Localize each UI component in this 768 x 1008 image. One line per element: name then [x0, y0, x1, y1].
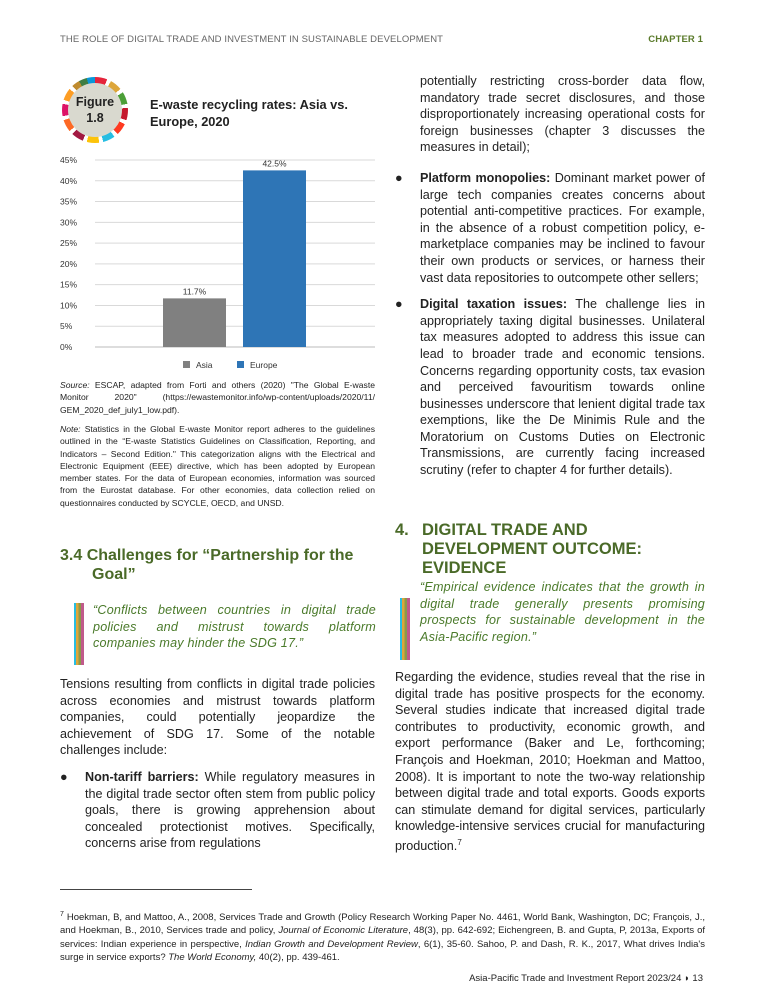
- bullet-title: Platform monopolies:: [420, 170, 551, 185]
- bar-asia: [163, 298, 226, 347]
- y-tick-label: 5%: [60, 321, 73, 332]
- footnote-text: Hoekman, B, and Mattoo, A., 2008, Services Trade and Growth (Policy Research Working Paper No. 4461, World Bank, Washington, DC; François, J., and Hoekman, B., 2010, Services trade and policy,: [60, 912, 705, 937]
- y-tick-label: 20%: [60, 258, 78, 269]
- y-tick-label: 30%: [60, 217, 78, 228]
- footnote-ref[interactable]: 7: [457, 837, 462, 847]
- section-heading-3-4: 3.4 Challenges for “Partnership for the Goal”: [60, 547, 354, 583]
- note-text: Statistics in the Global E-waste Monitor report adheres to the guidelines outlined in the “E-waste Statistics Guidelines on Classification, Reporting, and Indicators – Second Edition." This categorization aligns with the Electrical and Electronic Equipment (EEE) directive, which has been adopted by European member states. For the data of European economies, information was sourced from the Eurostat database. For other economies, data collection relied on questionnaires conducted by SCYCLE, OECD, and UNSD.: [60, 424, 375, 508]
- bullet-platform-monopolies: [395, 170, 705, 286]
- bar-europe: [243, 170, 306, 347]
- note-label: Note:: [60, 424, 81, 434]
- bullet-text: Dominant market power of large tech companies creates concerns about potential anti-competitive practices. For example, in the absence of a robust competition policy, e-marketplace companies may be inclined to favour their own products or services, or harness their vast data repositories to outcompete other sellers;: [420, 170, 706, 285]
- figure-number: 1.8: [86, 111, 104, 125]
- journal-title: Indian Growth and Development Review: [245, 938, 418, 950]
- legend-label: Europe: [250, 360, 278, 370]
- report-name: Asia-Pacific Trade and Investment Report 2023/24: [469, 973, 682, 984]
- figure-badge-sdg-wheel-icon: [62, 77, 128, 143]
- paragraph: Regarding the evidence, studies reveal that the rise in digital trade has positive prospects for the economy. Several studies indicate that increased digital trade contributes to productivity, economic growth, and export performance (Baker and Le, forthcoming; François and Hoekman, 2010; Hoekman and Mattoo, 2008). It is important to note the two-way relationship between digital trade and total exports. Goods exports can stimulate demand for digital services, particularly knowledge-intensive services crucial for manufacturing production.: [395, 670, 705, 854]
- figure-label: Figure: [75, 95, 115, 109]
- footnote-text: , 48(3), pp. 642-692; Eichengreen, B. and Gupta, P, 2013a, Exports of services: Indian experience in perspective,: [60, 925, 705, 950]
- bullet-continuation: [395, 73, 705, 156]
- right-paragraph: [395, 669, 705, 855]
- quote-accent-bar: [400, 598, 410, 660]
- bullet-icon: ●: [60, 769, 68, 784]
- legend-swatch: [183, 361, 190, 368]
- bullet-digital-taxation: [395, 296, 705, 479]
- y-tick-label: 40%: [60, 175, 78, 186]
- journal-title: The World Economy,: [168, 951, 257, 963]
- footnote-divider: [60, 889, 252, 890]
- bullet-text: While regulatory measures in the digital trade sector often stem from public policy goals, there is growing apprehension about concealed protectionist motives. Specifically, concerns arise from regulations: [85, 769, 375, 851]
- figure-source: [60, 379, 375, 416]
- bar-chart: [55, 150, 380, 380]
- y-tick-label: 10%: [60, 300, 78, 311]
- arrow-icon: ◗: [684, 973, 690, 984]
- bullet-text: The challenge lies in appropriately taxing digital businesses. Unilateral tax measures adopted to address this issue can lead to broader trade and economic tensions. Concerns regarding opportunity costs, tax evasion and perceived favouritism towards online businesses underscore that lenient digital trade tax exemptions, like the De Minimis Rule and the Moratorium on Customs Duties on Electronic Transmissions, are currently facing increased scrutiny (refer to chapter 4 for further details).: [420, 297, 705, 478]
- paragraph: Tensions resulting from conflicts in digital trade policies across economies and mistrust towards platform companies, could potentially jeopardize the achievement of SDG 17. Some of the notable challenges include:: [60, 677, 375, 758]
- bullet-non-tariff-barriers: [60, 769, 375, 852]
- bullet-title: Digital taxation issues:: [420, 297, 568, 312]
- left-body: [60, 676, 375, 862]
- right-body: [395, 73, 705, 489]
- running-title: THE ROLE OF DIGITAL TRADE AND INVESTMENT IN SUSTAINABLE DEVELOPMENT: [60, 34, 444, 45]
- section-number: 4.: [395, 521, 409, 539]
- y-tick-label: 0%: [60, 342, 73, 352]
- pull-quote-right: “Empirical evidence indicates that the growth in digital trade generally presents promising prospects for sustainable development in the Asia-Pacific region.”: [420, 580, 705, 644]
- journal-title: Journal of Economic Literature: [278, 925, 409, 937]
- legend-swatch: [237, 361, 244, 368]
- bullet-icon: ●: [395, 297, 403, 312]
- data-label: 42.5%: [262, 158, 287, 169]
- figure-title: E-waste recycling rates: Asia vs. Europe, 2020: [150, 97, 348, 129]
- pull-quote-left: “Conflicts between countries in digital trade policies and mistrust towards platform companies may hinder the SDG 17.”: [93, 603, 376, 651]
- figure-note: [60, 423, 375, 509]
- footnote-number: 7: [60, 911, 64, 918]
- footnote-text: , 6(1), 35-60. Sahoo, P. and Dash, R. K., 2017, What drives India's surge in service exports?: [60, 938, 705, 963]
- bullet-title: Non-tariff barriers:: [85, 769, 199, 784]
- source-label: Source:: [60, 380, 90, 390]
- source-text: ESCAP, adapted from Forti and others (2020) "The Global E-waste Monitor 2020" (https://ewastemonitor.info/wp-content/uploads/2020/11/ GEM_2020_def_july1_low.pdf).: [60, 380, 375, 415]
- footnote: [60, 908, 705, 964]
- y-tick-label: 45%: [60, 155, 78, 165]
- quote-accent-bar: [74, 603, 84, 665]
- data-label: 11.7%: [182, 286, 207, 297]
- page-footer: [469, 973, 703, 984]
- y-tick-label: 25%: [60, 238, 78, 249]
- bullet-icon: ●: [395, 170, 403, 185]
- chapter-label: CHAPTER 1: [648, 34, 703, 45]
- section-title: DIGITAL TRADE AND DEVELOPMENT OUTCOME: EVIDENCE: [422, 521, 643, 577]
- bullet-text: potentially restricting cross-border data flow, mandatory trade secret disclosures, and those disproportionately increasing operational costs for foreign businesses (chapter 3 discusses the measures in detail);: [420, 74, 705, 155]
- section-heading-4: [395, 521, 705, 578]
- footnote-text: 40(2), pp. 439-461.: [256, 951, 340, 963]
- y-tick-label: 35%: [60, 196, 78, 207]
- legend-label: Asia: [196, 360, 213, 370]
- page-number: 13: [692, 973, 703, 984]
- y-tick-label: 15%: [60, 279, 78, 290]
